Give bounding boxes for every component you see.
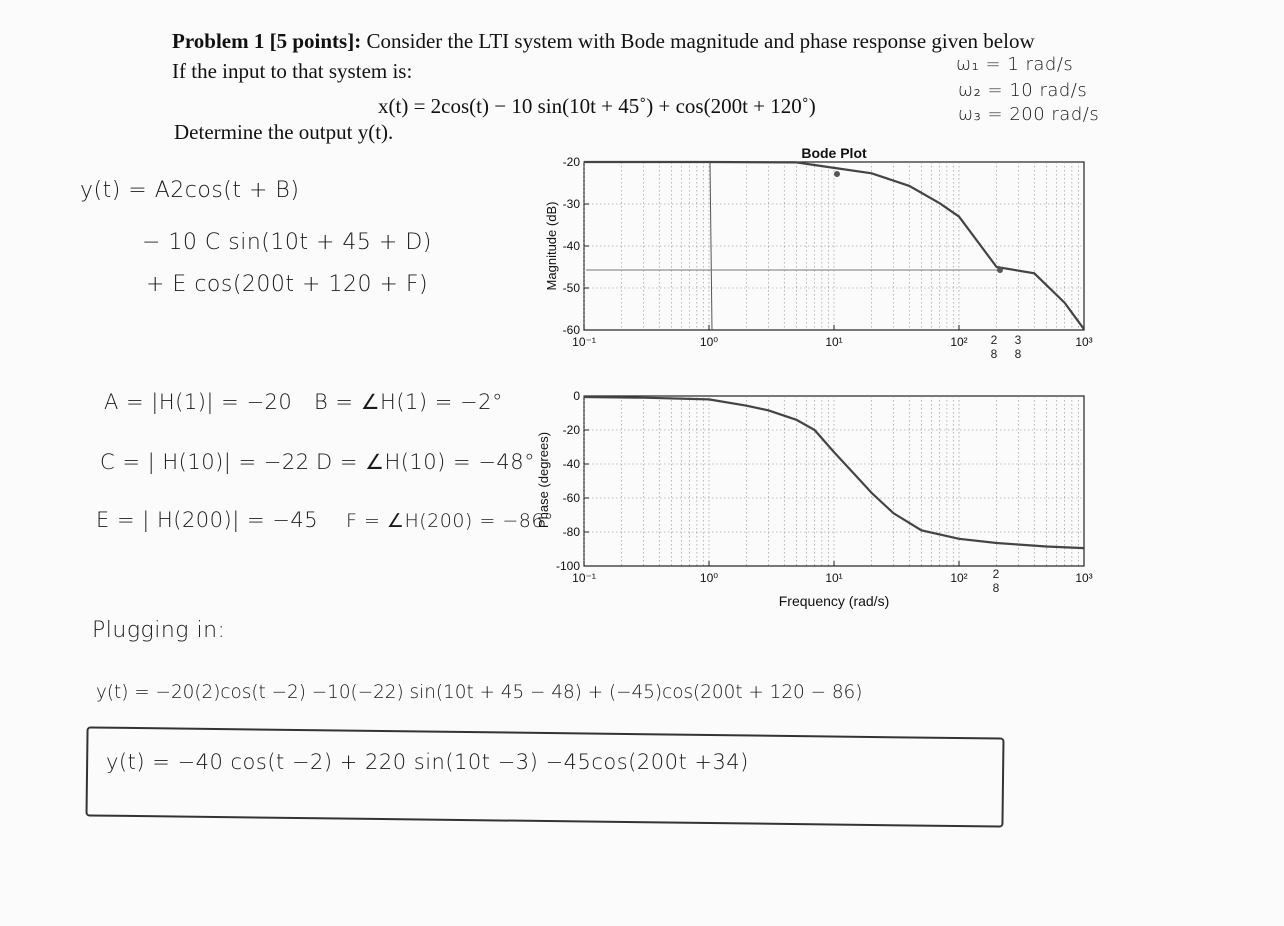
- x-tick-label: 10⁻¹: [572, 571, 596, 585]
- x-tick-label: 10²: [950, 335, 968, 349]
- x-tick-label: 10⁰: [699, 571, 719, 585]
- magnitude-y-ticks: [563, 155, 589, 337]
- phase-x-ticks: [572, 561, 1093, 585]
- work-E: E = | H(200)| = −45: [96, 508, 319, 532]
- phase-grid: [584, 396, 1084, 566]
- note-w2: ω₂ = 10 rad/s: [958, 80, 1088, 101]
- note-w1: ω₁ = 1 rad/s: [956, 54, 1074, 75]
- note-w3: ω₃ = 200 rad/s: [958, 104, 1100, 125]
- mag-annotation-label: 8: [1014, 347, 1022, 361]
- magnitude-grid: [584, 162, 1084, 330]
- work-A: A = |H(1)| = −20: [104, 390, 293, 414]
- bode-plot-figure: [530, 140, 1120, 620]
- work-plugging: Plugging in:: [92, 618, 226, 643]
- y-tick-label: -50: [562, 281, 580, 295]
- mag-marker-w200: [997, 267, 1003, 273]
- phase-chart: [536, 389, 1093, 609]
- mag-annotation-label: 3: [1014, 333, 1022, 347]
- problem-text: Consider the LTI system with Bode magnitude and phase response given below: [361, 29, 1035, 53]
- final-answer: y(t) = −40 cos(t −2) + 220 sin(10t −3) −45cos(200t +34): [106, 750, 749, 774]
- y-tick-label: -80: [562, 525, 580, 539]
- work-B: B = ∠H(1) = −2°: [314, 390, 503, 414]
- hand-guide-vertical: [710, 162, 712, 330]
- y-tick-label: -60: [562, 491, 580, 505]
- phase-annotations: [993, 567, 1000, 595]
- y-tick-label: -100: [555, 559, 580, 573]
- y-tick-label: -40: [562, 457, 580, 471]
- work-F: F = ∠H(200) = −86°: [346, 510, 554, 532]
- problem-statement-line3: Determine the output y(t).: [174, 120, 394, 144]
- y-tick-label: -60: [562, 323, 580, 337]
- bode-plot-title: Bode Plot: [801, 145, 867, 161]
- frequency-x-label: Frequency (rad/s): [778, 593, 890, 609]
- x-tick-label: 10⁰: [699, 335, 719, 349]
- x-tick-label: 10¹: [825, 571, 843, 585]
- work-C: C = | H(10)| = −22: [100, 450, 310, 474]
- x-tick-label: 10²: [950, 571, 968, 585]
- x-tick-label: 10³: [1075, 335, 1093, 349]
- work-plug-line: y(t) = −20(2)cos(t −2) −10(−22) sin(10t + 45 − 48) + (−45)cos(200t + 120 − 86): [96, 682, 863, 703]
- y-tick-label: 0: [573, 389, 580, 403]
- magnitude-annotations: [991, 333, 1022, 361]
- x-tick-label: 10³: [1075, 571, 1093, 585]
- input-equation: x(t) = 2cos(t) − 10 sin(10t + 45˚) + cos(200t + 120˚): [378, 94, 816, 118]
- phase-annotation-label: 2: [992, 567, 1000, 581]
- x-tick-label: 10¹: [825, 335, 843, 349]
- mag-annotation-label: 8: [990, 347, 998, 361]
- mag-annotation-label: 2: [990, 333, 998, 347]
- final-answer-box: [85, 726, 1004, 827]
- work-D: D = ∠H(10) = −48°: [316, 450, 536, 474]
- phase-annotation-label: 8: [992, 581, 1000, 595]
- y-tick-label: -20: [562, 423, 580, 437]
- magnitude-chart: [544, 145, 1093, 361]
- problem-statement-line2: If the input to that system is:: [172, 59, 413, 83]
- x-tick-label: 10⁻¹: [572, 335, 596, 349]
- work-y-line2: − 10 C sin(10t + 45 + D): [142, 230, 432, 255]
- work-y-line3: + E cos(200t + 120 + F): [146, 272, 429, 297]
- mag-marker-w10: [834, 171, 840, 177]
- problem-statement-line1: [172, 29, 1035, 54]
- magnitude-y-label: Magnitude (dB): [544, 201, 559, 291]
- work-y-line1: y(t) = A2cos(t + B): [80, 178, 300, 203]
- problem-title: Problem 1 [5 points]:: [172, 29, 362, 53]
- phase-y-label: Phase (degrees): [536, 431, 551, 529]
- y-tick-label: -20: [562, 155, 580, 169]
- y-tick-label: -40: [562, 239, 580, 253]
- y-tick-label: -30: [562, 197, 580, 211]
